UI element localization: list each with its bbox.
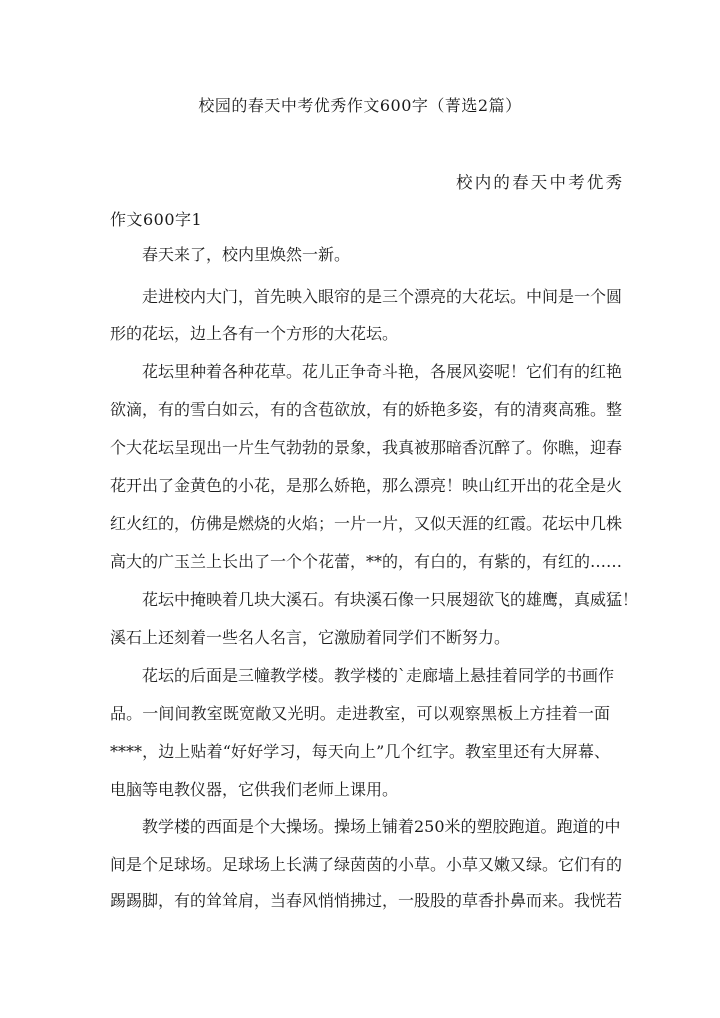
document-title: 校园的春天中考优秀作文600字（菁选2篇） <box>198 96 522 115</box>
text-line: 欲滴，有的雪白如云，有的含苞欲放，有的娇艳多姿，有的清爽高雅。整 <box>110 400 623 419</box>
text-line: 红火红的，仿佛是燃烧的火焰；一片一片，又似天涯的红霞。花坛中几株 <box>110 514 623 533</box>
text-line: 高大的广玉兰上长出了一个个花蕾，**的，有白的，有紫的，有红的…… <box>110 552 623 571</box>
text-line: 形的花坛，边上各有一个方形的大花坛。 <box>110 324 399 343</box>
text-line: 花坛中掩映着几块大溪石。有块溪石像一只展翅欲飞的雄鹰，真威猛！ <box>142 590 639 609</box>
text-line: 间是个足球场。足球场上长满了绿茵茵的小草。小草又嫩又绿。它们有的 <box>110 855 623 874</box>
essay-heading-part1: 校内的春天中考优秀 <box>456 173 625 192</box>
essay-heading-part2: 作文600字1 <box>110 210 203 229</box>
text-line: 花开出了金黄色的小花，是那么娇艳，那么漂亮！映山红开出的花全是火 <box>110 476 623 495</box>
text-line: 教学楼的西面是个大操场。操场上铺着250米的塑胶跑道。跑道的中 <box>142 817 621 836</box>
text-line: 个大花坛呈现出一片生气勃勃的景象，我真被那暗香沉醉了。你瞧，迎春 <box>110 438 623 457</box>
text-line: 溪石上还刻着一些名人名言，它激励着同学们不断努力。 <box>110 628 511 647</box>
text-line: 踢踢脚，有的耸耸肩，当春风悄悄拂过，一股股的草香扑鼻而来。我恍若 <box>110 891 623 910</box>
text-line: ****，边上贴着“好好学习，每天向上”几个红字。教室里还有大屏幕、 <box>110 742 610 761</box>
text-line: 品。一间间教室既宽敞又光明。走进教室，可以观察黑板上方挂着一面 <box>110 704 610 723</box>
text-line: 花坛里种着各种花草。花儿正争奇斗艳，各展风姿呢！它们有的红艳 <box>142 362 623 381</box>
text-line: 春天来了，校内里焕然一新。 <box>142 245 351 264</box>
text-line: 电脑等电教仪器，它供我们老师上课用。 <box>110 780 399 799</box>
text-line: 花坛的后面是三幢教学楼。教学楼的`走廊墙上悬挂着同学的书画作 <box>142 666 615 685</box>
text-line: 走进校内大门，首先映入眼帘的是三个漂亮的大花坛。中间是一个圆 <box>142 287 623 306</box>
